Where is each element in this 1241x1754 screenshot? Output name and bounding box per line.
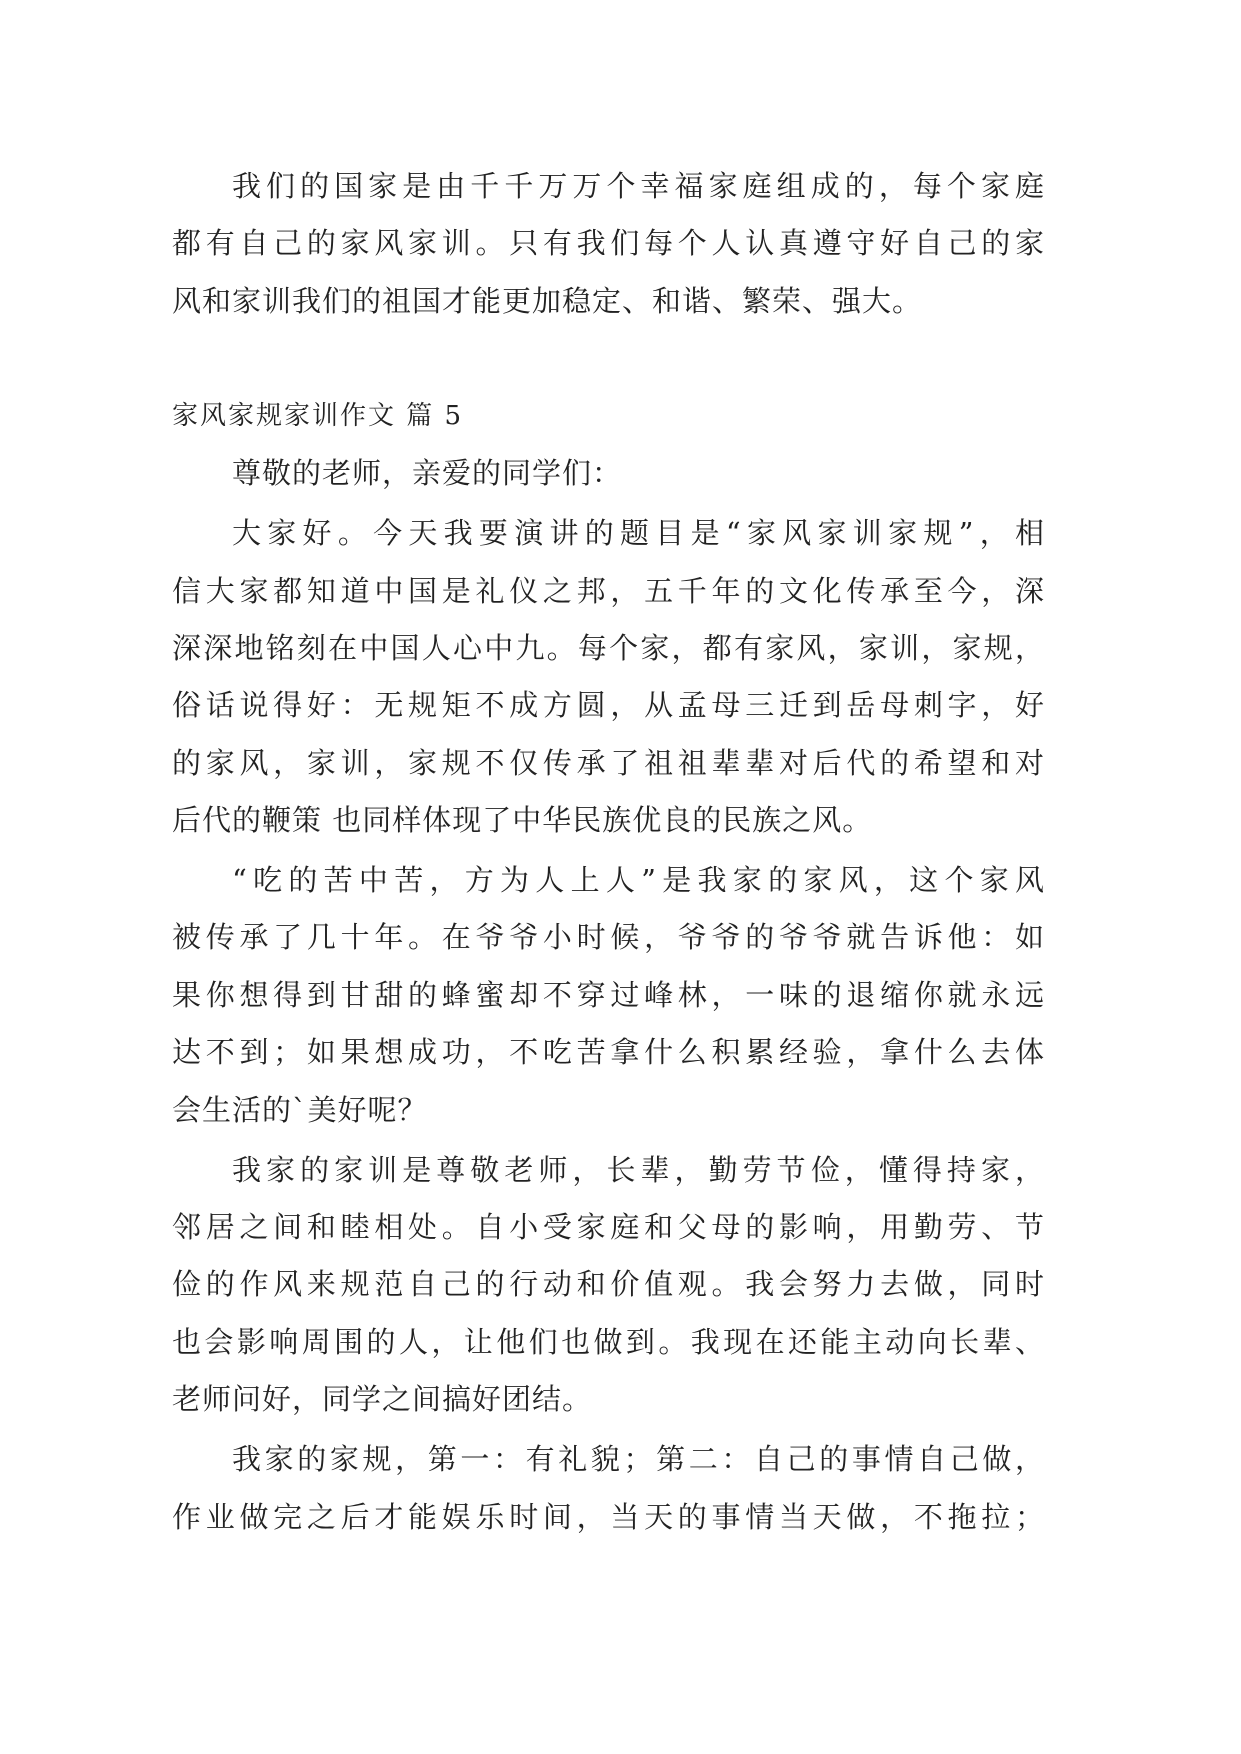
paragraph — [172, 1431, 1045, 1546]
text-line: 我家的家规，第一：有礼貌；第二：自己的事情自己做， — [232, 1442, 1045, 1477]
text-line: 俭的作风来规范自己的行动和价值观。我会努力去做，同时 — [172, 1267, 1045, 1302]
text-line: 会生活的`美好呢？ — [172, 1092, 428, 1127]
text-line: 达不到；如果想成功，不吃苦拿什么积累经验，拿什么去体 — [172, 1035, 1045, 1070]
text-line: 被传承了几十年。在爷爷小时候，爷爷的爷爷就告诉他：如 — [172, 920, 1045, 955]
section-heading: 家风家规家训作文 篇 5 — [172, 400, 464, 431]
text-line: 大家好。今天我要演讲的题目是“家风家训家规”，相 — [232, 516, 1045, 551]
text-line: 风和家训我们的祖国才能更加稳定、和谐、繁荣、强大。 — [172, 283, 923, 318]
text-line: 果你想得到甘甜的蜂蜜却不穿过峰林，一味的退缩你就永远 — [172, 977, 1045, 1012]
text-line: 我们的国家是由千千万万个幸福家庭组成的，每个家庭 — [232, 169, 1045, 203]
text-line: 深深地铭刻在中国人心中九。每个家，都有家风，家训，家规， — [172, 630, 1045, 665]
document-body — [172, 158, 1045, 1546]
text-line: 作业做完之后才能娱乐时间，当天的事情当天做，不拖拉； — [172, 1499, 1045, 1534]
paragraph — [172, 505, 1045, 849]
text-line: 我家的家训是尊敬老师，长辈，勤劳节俭，懂得持家， — [232, 1152, 1045, 1187]
text-line: 也会影响周围的人，让他们也做到。我现在还能主动向长辈、 — [172, 1324, 1045, 1359]
paragraph — [172, 852, 1045, 1139]
paragraph — [172, 1142, 1045, 1429]
text-line: 都有自己的家风家训。只有我们每个人认真遵守好自己的家 — [172, 226, 1045, 261]
text-line: 的家风，家训，家规不仅传承了祖祖辈辈对后代的希望和对 — [172, 745, 1045, 780]
paragraph — [172, 158, 1045, 330]
text-line: “吃的苦中苦，方为人上人”是我家的家风，这个家风 — [232, 863, 1045, 898]
paragraph — [172, 445, 1045, 502]
salutation: 尊敬的老师，亲爱的同学们： — [232, 456, 623, 491]
text-line: 俗话说得好：无规矩不成方圆，从孟母三迁到岳母刺字，好 — [172, 688, 1045, 723]
text-line: 老师问好，同学之间搞好团结。 — [172, 1382, 593, 1417]
text-line: 信大家都知道中国是礼仪之邦，五千年的文化传承至今，深 — [172, 573, 1045, 608]
text-line: 后代的鞭策 也同样体现了中华民族优良的民族之风。 — [172, 803, 873, 838]
text-line: 邻居之间和睦相处。自小受家庭和父母的影响，用勤劳、节 — [172, 1210, 1045, 1245]
